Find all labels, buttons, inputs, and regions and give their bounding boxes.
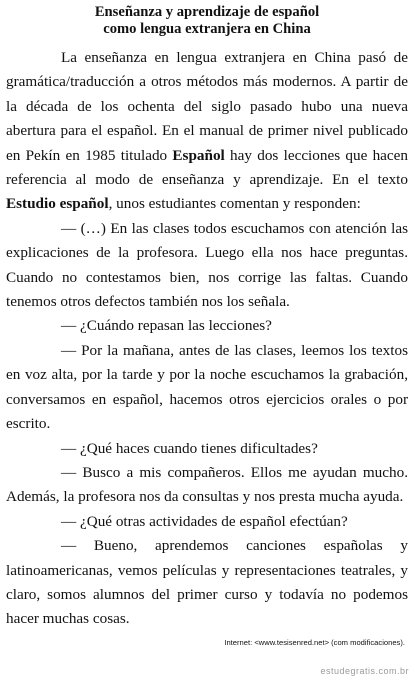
dialogue-line-1: — (…) En las clases todos escuchamos con atención las explicaciones de la profesora. Luego ella nos hace preguntas. Cuando no contestamos bien, nos corrige las faltas. Cuando tenemos otros defectos también nos los señala. [6, 219, 408, 311]
dialogue-line-3: — Por la mañana, antes de las clases, leemos los textos en voz alta, por la tarde y por la noche escuchamos la grabación, conversamos en español, hacemos otros ejercicios orales o por escrito. [6, 341, 408, 433]
dialogue-line-7: — Bueno, aprendemos canciones españolas y latinoamericanas, vemos películas y representaciones teatrales, y claro, somos alumnos del primer curso y todavía no podemos hacer muchas cosas. [6, 537, 408, 628]
document-body [6, 46, 408, 632]
book-title-espanol: Español [172, 146, 225, 164]
document-title [6, 4, 408, 38]
source-citation: Internet: <www.tesisenred.net> (com modificaciones). [224, 637, 405, 647]
dialogue-line-4: — ¿Qué haces cuando tienes dificultades? [61, 439, 318, 457]
text-title-estudio-espanol: Estudio español [6, 195, 109, 213]
title-line-2: como lengua extranjera en China [103, 21, 311, 37]
title-line-1: Enseñanza y aprendizaje de español [94, 4, 320, 20]
dialogue-line-6: — ¿Qué otras actividades de español efectúan? [61, 512, 348, 530]
watermark: estudegratis.com.br [320, 666, 409, 676]
paragraph-intro [6, 46, 408, 217]
dialogue-line-5: — Busco a mis compañeros. Ellos me ayudan mucho. Además, la profesora nos da consultas y nos presta mucha ayuda. [6, 463, 408, 506]
intro-text-c: hay dos lecciones que hacen referencia al modo de enseñanza y aprendizaje. En el texto [6, 146, 408, 189]
intro-text-d: , unos estudiantes comentan y responden: [108, 195, 361, 213]
intro-text-a: La enseñanza en lengua extranjera en China pasó de gramática/traducción a otros métodos más modernos. A partir de la década de los ochenta del siglo pasado hubo una nueva abertura para el español. En el manual de primer nivel publicado en Pekín en 1985 titulado [6, 49, 408, 164]
dialogue-line-2: — ¿Cuándo repasan las lecciones? [61, 317, 272, 335]
